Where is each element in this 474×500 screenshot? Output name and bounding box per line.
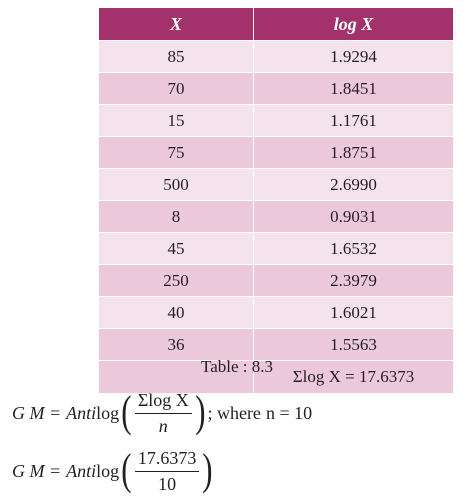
table-row [99, 73, 454, 105]
formula2-log: log [96, 461, 120, 481]
table-row [99, 41, 454, 73]
formula2-lhs: G M = [12, 461, 62, 481]
formula2-func: Anti [66, 461, 97, 481]
cell-log-x: 2.3979 [254, 265, 454, 297]
formula1-lhs: G M = [12, 403, 62, 423]
formula1-fraction [135, 390, 192, 437]
cell-x: 15 [99, 105, 254, 137]
table-row [99, 233, 454, 265]
cell-log-x: 1.1761 [254, 105, 454, 137]
formula1-open-paren: ( [121, 386, 132, 436]
formula-gm-general [12, 386, 313, 437]
formula1-close-paren: ) [194, 386, 206, 436]
formula1-log: log [96, 403, 120, 423]
formula-gm-value [12, 444, 215, 495]
table-row [99, 201, 454, 233]
table-row [99, 329, 454, 361]
table-row [99, 169, 454, 201]
table-row [99, 265, 454, 297]
formula2-open-paren: ( [121, 444, 132, 494]
table-row [99, 137, 454, 169]
cell-log-x: 1.6021 [254, 297, 454, 329]
formula1-tail: ; where [207, 403, 261, 423]
cell-x: 8 [99, 201, 254, 233]
cell-x: 85 [99, 41, 254, 73]
table-caption: Table : 8.3 [201, 357, 273, 376]
formula2-numerator: 17.6373 [135, 448, 200, 472]
cell-x: 70 [99, 73, 254, 105]
cell-x: 45 [99, 233, 254, 265]
cell-x: 500 [99, 169, 254, 201]
header-log-x: log X [254, 8, 454, 41]
formula1-numerator: Σlog X [135, 390, 192, 414]
cell-log-x: 1.8451 [254, 73, 454, 105]
sum-text: Σlog X = 17.6373 [292, 367, 415, 386]
cell-log-x: 1.9294 [254, 41, 454, 73]
formula2-fraction [135, 448, 200, 495]
cell-x: 40 [99, 297, 254, 329]
cell-log-x: 0.9031 [254, 201, 454, 233]
formula1-func: Anti [66, 403, 97, 423]
table-body [99, 41, 454, 394]
cell-x: 36 [99, 329, 254, 361]
cell-log-x: 1.8751 [254, 137, 454, 169]
table-row [99, 297, 454, 329]
formula1-denominator: n [158, 416, 168, 436]
header-x: X [99, 8, 254, 41]
data-table [99, 8, 454, 394]
cell-log-x: 1.6532 [254, 233, 454, 265]
cell-x: 75 [99, 137, 254, 169]
cell-log-x: 2.6990 [254, 169, 454, 201]
table-header-row [99, 8, 454, 41]
cell-log-x: 1.5563 [254, 329, 454, 361]
cell-x: 250 [99, 265, 254, 297]
formula2-close-paren: ) [202, 444, 213, 494]
formula1-condition: n = 10 [265, 403, 313, 423]
table-row [99, 105, 454, 137]
formula2-denominator: 10 [158, 474, 177, 494]
